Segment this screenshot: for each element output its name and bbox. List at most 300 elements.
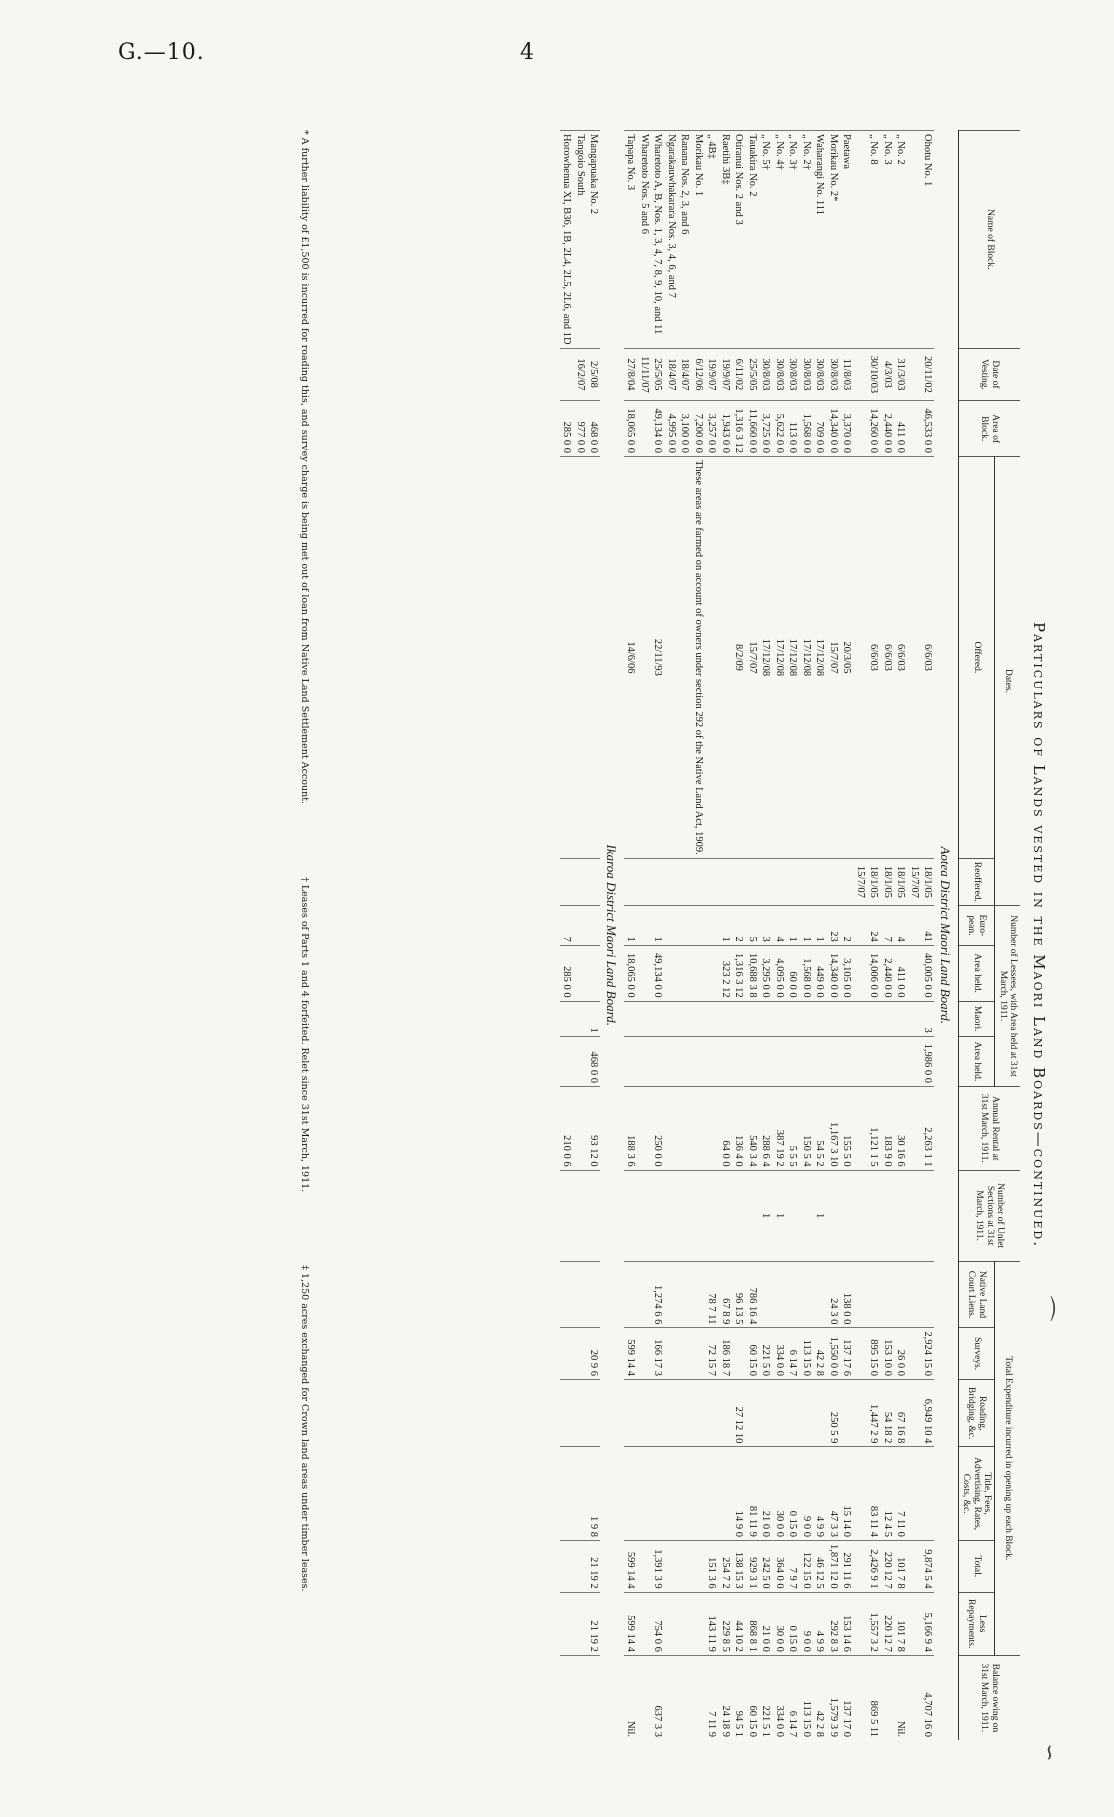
table-cell: [799, 1170, 813, 1261]
table-cell: 869 5 11: [867, 1655, 881, 1740]
table-cell: [772, 1036, 786, 1086]
table-cell: [651, 1379, 665, 1446]
table-cell: [853, 1379, 867, 1446]
table-cell: 17/12/08: [759, 457, 773, 859]
footnotes: [299, 130, 310, 1740]
table-cell: [678, 1655, 692, 1740]
table-cell: 24 18 9: [718, 1655, 732, 1740]
table-cell: [759, 858, 773, 905]
page-reference: G.—10.: [118, 40, 205, 65]
table-cell: 4: [894, 905, 908, 945]
table-cell: 44 10 2: [732, 1592, 746, 1655]
table-cell: [573, 1261, 587, 1328]
table-row: [813, 131, 827, 1741]
table-cell: 5: [745, 905, 759, 945]
table-cell: [894, 1261, 908, 1328]
table-cell: 21 0 0: [759, 1592, 773, 1655]
table-cell: 4 9 9: [813, 1447, 827, 1541]
table-cell: 220 12 7: [880, 1592, 894, 1655]
table-cell: 1,167 3 10: [826, 1087, 840, 1171]
table-cell: [678, 457, 692, 859]
table-cell: [637, 1170, 651, 1261]
table-cell: 23: [826, 905, 840, 945]
table-cell: 113 15 0: [799, 1328, 813, 1380]
table-cell: 113 15 0: [799, 1655, 813, 1740]
table-cell: 6/6/03: [867, 457, 881, 859]
table-cell: [664, 858, 678, 905]
table-cell: [560, 1447, 574, 1541]
table-cell: [678, 905, 692, 945]
col-total: Total.: [958, 1540, 994, 1592]
table-cell: 17/12/08: [799, 457, 813, 859]
table-cell: 9 0 0: [799, 1447, 813, 1541]
footnote-star: * A further liability of £1,500 is incurred for roading this, and survey charge is being met out of loan from Native Land Settlement Account.: [299, 130, 310, 805]
table-cell: 5,622 0 0: [772, 401, 786, 457]
table-cell: 60 0 0: [786, 945, 800, 1001]
table-cell: Tangoio South: [573, 131, 587, 349]
table-cell: [732, 1328, 746, 1380]
table-cell: 1,579 3 9: [826, 1655, 840, 1740]
table-cell: Wharetoto A, B, Nos. 1, 3, 4, 7, 8, 9, 10, and 11: [651, 131, 665, 349]
table-cell: 7 11 9: [705, 1655, 719, 1740]
table-cell: Waharangi No. 111: [813, 131, 827, 349]
table-cell: 20/3/05: [840, 457, 854, 859]
table-cell: 411 0 0: [894, 945, 908, 1001]
table-cell: [691, 1001, 705, 1036]
table-cell: [637, 905, 651, 945]
table-cell: [718, 1036, 732, 1086]
table-cell: [560, 1328, 574, 1380]
table-cell: [560, 1592, 574, 1655]
table-cell: [907, 1592, 921, 1655]
table-cell: 153 10 0: [880, 1328, 894, 1380]
table-cell: 1,391 3 9: [651, 1540, 665, 1592]
table-cell: [573, 1036, 587, 1086]
table-row: [678, 131, 692, 1741]
table-cell: [560, 1655, 574, 1740]
table-cell: 220 12 7: [880, 1540, 894, 1592]
table-cell: [786, 1170, 800, 1261]
table-cell: [921, 1170, 935, 1261]
table-cell: [799, 1261, 813, 1328]
table-row: [691, 131, 705, 1741]
table-cell: 186 18 7: [718, 1328, 732, 1380]
table-cell: 1,316 3 12: [732, 945, 746, 1001]
table-cell: 2,924 15 0: [921, 1328, 935, 1380]
table-cell: 18/1/05: [867, 858, 881, 905]
table-cell: [637, 1036, 651, 1086]
table-cell: [664, 1447, 678, 1541]
table-cell: 4 9 9: [813, 1592, 827, 1655]
table-cell: [813, 1261, 827, 1328]
table-cell: [853, 348, 867, 401]
table-cell: 183 9 0: [880, 1087, 894, 1171]
table-cell: 40,005 0 0: [921, 945, 935, 1001]
table-cell: [624, 1379, 638, 1446]
table-cell: [678, 858, 692, 905]
table-cell: [705, 905, 719, 945]
table-cell: [664, 1655, 678, 1740]
table-cell: Wharetoto Nos. 5 and 6: [637, 131, 651, 349]
table-cell: 1: [772, 1170, 786, 1261]
table-cell: [691, 858, 705, 905]
table-cell: 2,440 0 0: [880, 401, 894, 457]
table-cell: [880, 1036, 894, 1086]
table-cell: 6/6/03: [880, 457, 894, 859]
table-cell: [573, 1001, 587, 1036]
table-cell: 1: [587, 1001, 601, 1036]
table-cell: [664, 457, 678, 859]
table-cell: 599 14 4: [624, 1328, 638, 1380]
table-cell: [651, 1170, 665, 1261]
table-cell: [637, 1655, 651, 1740]
table-cell: 54 18 2: [880, 1379, 894, 1446]
table-cell: 25/5/05: [651, 348, 665, 401]
table-cell: 17/12/08: [786, 457, 800, 859]
table-cell: [705, 1036, 719, 1086]
table-cell: 136 4 0: [732, 1087, 746, 1171]
table-cell: 1: [651, 905, 665, 945]
table-cell: [813, 1379, 827, 1446]
table-cell: Paetawa: [840, 131, 854, 349]
table-cell: [573, 1540, 587, 1592]
table-cell: [573, 1379, 587, 1446]
table-cell: [664, 1170, 678, 1261]
table-cell: [637, 1001, 651, 1036]
table-cell: 113 0 0: [786, 401, 800, 457]
table-cell: [573, 457, 587, 859]
table-cell: [678, 1001, 692, 1036]
table-cell: 15/7/07: [907, 858, 921, 905]
table-row: [637, 131, 651, 1741]
table-cell: Mangapuaka No. 2: [587, 131, 601, 349]
table-cell: [637, 1379, 651, 1446]
table-cell: [880, 1001, 894, 1036]
table-cell: [587, 858, 601, 905]
table-cell: [664, 1328, 678, 1380]
table-cell: [732, 1001, 746, 1036]
page-number: 4: [520, 40, 534, 65]
table-cell: 210 0 6: [560, 1087, 574, 1171]
table-cell: [664, 1001, 678, 1036]
table-cell: [587, 1379, 601, 1446]
table-cell: [637, 1592, 651, 1655]
table-cell: 15/7/07: [853, 858, 867, 905]
table-cell: 151 3 6: [705, 1540, 719, 1592]
table-cell: 9 0 0: [799, 1592, 813, 1655]
table-cell: [799, 1001, 813, 1036]
table-cell: [573, 905, 587, 945]
table-cell: [745, 1379, 759, 1446]
table-cell: [560, 1379, 574, 1446]
table-cell: 7 11 0: [894, 1447, 908, 1541]
table-cell: 411 0 0: [894, 401, 908, 457]
table-cell: [853, 1036, 867, 1086]
table-cell: [732, 1170, 746, 1261]
table-cell: [691, 1447, 705, 1541]
table-cell: [813, 1001, 827, 1036]
table-cell: 6/6/03: [921, 457, 935, 859]
table-cell: Morikau No. 1: [691, 131, 705, 349]
table-cell: 1: [759, 1170, 773, 1261]
table-cell: [573, 1087, 587, 1171]
table-cell: 754 0 6: [651, 1592, 665, 1655]
table-cell: [907, 1261, 921, 1328]
table-cell: [826, 1001, 840, 1036]
table-title: Particulars of Lands vested in the Maori Land Boards—continued.: [1030, 621, 1048, 1249]
table-cell: [651, 858, 665, 905]
table-cell: [813, 1036, 827, 1086]
table-cell: 11/8/03: [840, 348, 854, 401]
table-row: [867, 131, 881, 1741]
table-cell: [637, 401, 651, 457]
table-cell: [907, 348, 921, 401]
table-cell: 31/3/03: [894, 348, 908, 401]
table-cell: 18/1/05: [880, 858, 894, 905]
table-cell: 292 8 3: [826, 1592, 840, 1655]
table-cell: [691, 1261, 705, 1328]
table-cell: 540 3 4: [745, 1087, 759, 1171]
table-cell: [853, 1655, 867, 1740]
table-cell: 1,550 0 0: [826, 1328, 840, 1380]
table-cell: [853, 945, 867, 1001]
table-cell: 30/8/03: [813, 348, 827, 401]
table-cell: [664, 1592, 678, 1655]
table-cell: 26 0 0: [894, 1328, 908, 1380]
table-cell: 27 12 10: [732, 1379, 746, 1446]
table-cell: [826, 1036, 840, 1086]
table-cell: [907, 1328, 921, 1380]
col-date-vesting: Date of Vesting.: [958, 348, 1020, 401]
table-cell: 49,134 0 0: [651, 945, 665, 1001]
table-cell: [705, 858, 719, 905]
col-rental: Annual Rental at 31st March, 1911.: [958, 1087, 1020, 1171]
table-cell: 2,440 0 0: [880, 945, 894, 1001]
table-cell: [907, 1540, 921, 1592]
table-cell: Nil.: [624, 1655, 638, 1740]
table-cell: 291 11 6: [840, 1540, 854, 1592]
table-cell: [624, 1036, 638, 1086]
table-cell: 137 17 0: [840, 1655, 854, 1740]
table-cell: [624, 1261, 638, 1328]
col-balance: Balance owing on 31st March, 1911.: [958, 1655, 1020, 1740]
table-cell: [691, 1379, 705, 1446]
table-cell: 929 3 1: [745, 1540, 759, 1592]
table-cell: 47 3 3: [826, 1447, 840, 1541]
table-cell: [573, 1655, 587, 1740]
table-cell: [853, 1592, 867, 1655]
table-row: [799, 131, 813, 1741]
table-cell: [786, 1001, 800, 1036]
table-cell: 21 19 2: [587, 1592, 601, 1655]
rotated-table-page: [80, 100, 1080, 1770]
section-title: Aotea District Maori Land Board.: [937, 846, 953, 1025]
table-cell: 786 16 4: [745, 1261, 759, 1328]
table-cell: 46 12 5: [813, 1540, 827, 1592]
pencil-mark: ⌒: [1025, 1295, 1056, 1322]
table-cell: [705, 1170, 719, 1261]
table-cell: [745, 1001, 759, 1036]
table-cell: [826, 858, 840, 905]
table-cell: [691, 1087, 705, 1171]
table-cell: 143 11 9: [705, 1592, 719, 1655]
table-cell: [907, 1379, 921, 1446]
table-cell: [718, 1001, 732, 1036]
table-cell: 6/12/06: [691, 348, 705, 401]
table-cell: [718, 1379, 732, 1446]
table-cell: Morikau No. 2*: [826, 131, 840, 349]
table-cell: 137 17 6: [840, 1328, 854, 1380]
table-cell: 6 14 7: [786, 1655, 800, 1740]
table-cell: [813, 858, 827, 905]
table-cell: 96 13 5: [732, 1261, 746, 1328]
table-cell: [853, 1087, 867, 1171]
col-repayments: Less Repayments.: [958, 1592, 994, 1655]
table-cell: 1,986 0 0: [921, 1036, 935, 1086]
table-cell: 1,447 2 9: [867, 1379, 881, 1446]
table-cell: 5 5 5: [786, 1087, 800, 1171]
table-cell: 30 16 6: [894, 1087, 908, 1171]
table-cell: 24: [867, 905, 881, 945]
table-cell: [826, 1170, 840, 1261]
table-cell: Ngarakauwhakarara Nos. 3, 4, 6, and 7: [664, 131, 678, 349]
table-cell: [853, 401, 867, 457]
table-cell: 221 5 0: [759, 1328, 773, 1380]
table-cell: [664, 1036, 678, 1086]
table-cell: 2,426 9 1: [867, 1540, 881, 1592]
table-cell: 334 0 0: [772, 1328, 786, 1380]
table-cell: 8/2/09: [732, 457, 746, 859]
table-cell: [691, 905, 705, 945]
table-cell: [637, 1447, 651, 1541]
table-cell: 1 9 8: [587, 1447, 601, 1541]
table-cell: [573, 858, 587, 905]
table-cell: 2,263 1 1: [921, 1087, 935, 1171]
table-cell: 30 0 0: [772, 1447, 786, 1541]
table-cell: Horowhenua XI, B36, 1B, 2L4, 2L5, 2L6, and 1D: [560, 131, 574, 349]
table-cell: 17/12/08: [772, 457, 786, 859]
table-cell: 250 5 9: [826, 1379, 840, 1446]
table-cell: „ 4B‡: [705, 131, 719, 349]
table-cell: [759, 1261, 773, 1328]
table-cell: [732, 1036, 746, 1086]
table-cell: 19/9/07: [705, 348, 719, 401]
table-cell: 166 17 3: [651, 1328, 665, 1380]
table-cell: [678, 945, 692, 1001]
table-cell: [587, 905, 601, 945]
table-cell: [718, 1447, 732, 1541]
col-european: Euro-pean.: [958, 905, 994, 945]
table-cell: 18/1/05: [894, 858, 908, 905]
table-cell: [840, 1170, 854, 1261]
table-cell: [705, 1447, 719, 1541]
table-cell: 17/12/08: [813, 457, 827, 859]
table-cell: [587, 457, 601, 859]
table-row: [826, 131, 840, 1741]
table-cell: [651, 1001, 665, 1036]
table-cell: 6,949 10 4: [921, 1379, 935, 1446]
table-cell: 78 7 11: [705, 1261, 719, 1328]
table-cell: [664, 945, 678, 1001]
table-cell: [691, 1170, 705, 1261]
table-cell: [664, 905, 678, 945]
table-cell: 27/8/04: [624, 348, 638, 401]
table-cell: 323 2 12: [718, 945, 732, 1001]
table-cell: 9,874 5 4: [921, 1540, 935, 1592]
table-cell: [560, 858, 574, 905]
table-cell: [637, 858, 651, 905]
table-cell: [853, 1540, 867, 1592]
col-offered: Offered.: [958, 457, 994, 859]
table-cell: 1: [799, 905, 813, 945]
table-cell: 3: [759, 905, 773, 945]
table-row: [573, 131, 587, 1741]
table-cell: [587, 945, 601, 1001]
table-cell: Raetihi 3B‡: [718, 131, 732, 349]
table-cell: 229 8 5: [718, 1592, 732, 1655]
table-cell: [840, 1379, 854, 1446]
table-cell: [705, 1087, 719, 1171]
footnote-double-dagger: ‡ 1,250 acres exchanged for Crown land areas under timber leases.: [299, 1265, 310, 1592]
col-court-liens: Native Land Court Liens.: [958, 1261, 994, 1328]
table-cell: 3,105 0 0: [840, 945, 854, 1001]
table-cell: 3,257 0 0: [705, 401, 719, 457]
table-cell: [840, 1001, 854, 1036]
table-cell: [573, 1447, 587, 1541]
table-cell: 895 15 0: [867, 1328, 881, 1380]
table-row: [880, 131, 894, 1741]
table-cell: 1: [786, 905, 800, 945]
table-cell: [664, 1379, 678, 1446]
table-cell: 12 4 5: [880, 1447, 894, 1541]
table-cell: [732, 858, 746, 905]
table-row: [759, 131, 773, 1741]
table-cell: [907, 1170, 921, 1261]
table-cell: 16/2/07: [573, 348, 587, 401]
table-cell: [560, 1261, 574, 1328]
table-cell: 250 0 0: [651, 1087, 665, 1171]
table-cell: 1,943 0 0: [718, 401, 732, 457]
table-cell: 709 0 0: [813, 401, 827, 457]
table-cell: 6/6/03: [894, 457, 908, 859]
table-cell: [853, 1328, 867, 1380]
table-cell: [587, 1261, 601, 1328]
col-area-held-european: Area held.: [958, 945, 994, 1001]
table-cell: 64 0 0: [718, 1087, 732, 1171]
table-cell: 101 7 8: [894, 1540, 908, 1592]
table-cell: 42 2 8: [813, 1328, 827, 1380]
table-cell: [637, 945, 651, 1001]
table-cell: [637, 1328, 651, 1380]
table-cell: 4,995 0 0: [664, 401, 678, 457]
table-cell: [759, 1379, 773, 1446]
table-cell: [786, 858, 800, 905]
table-cell: 288 6 4: [759, 1087, 773, 1171]
table-cell: [718, 457, 732, 859]
table-cell: [867, 1001, 881, 1036]
table-row: [745, 131, 759, 1741]
col-lessees: Number of Lessees, with Area held at 31st March, 1911.: [995, 905, 1020, 1086]
table-cell: [894, 1170, 908, 1261]
table-cell: 22/11/93: [651, 457, 665, 859]
table-cell: 14 9 0: [732, 1447, 746, 1541]
table-row: [907, 131, 921, 1741]
table-cell: [587, 1170, 601, 1261]
table-cell: 242 5 0: [759, 1540, 773, 1592]
table-cell: 67 16 8: [894, 1379, 908, 1446]
table-cell: [840, 1036, 854, 1086]
table-cell: [664, 1540, 678, 1592]
